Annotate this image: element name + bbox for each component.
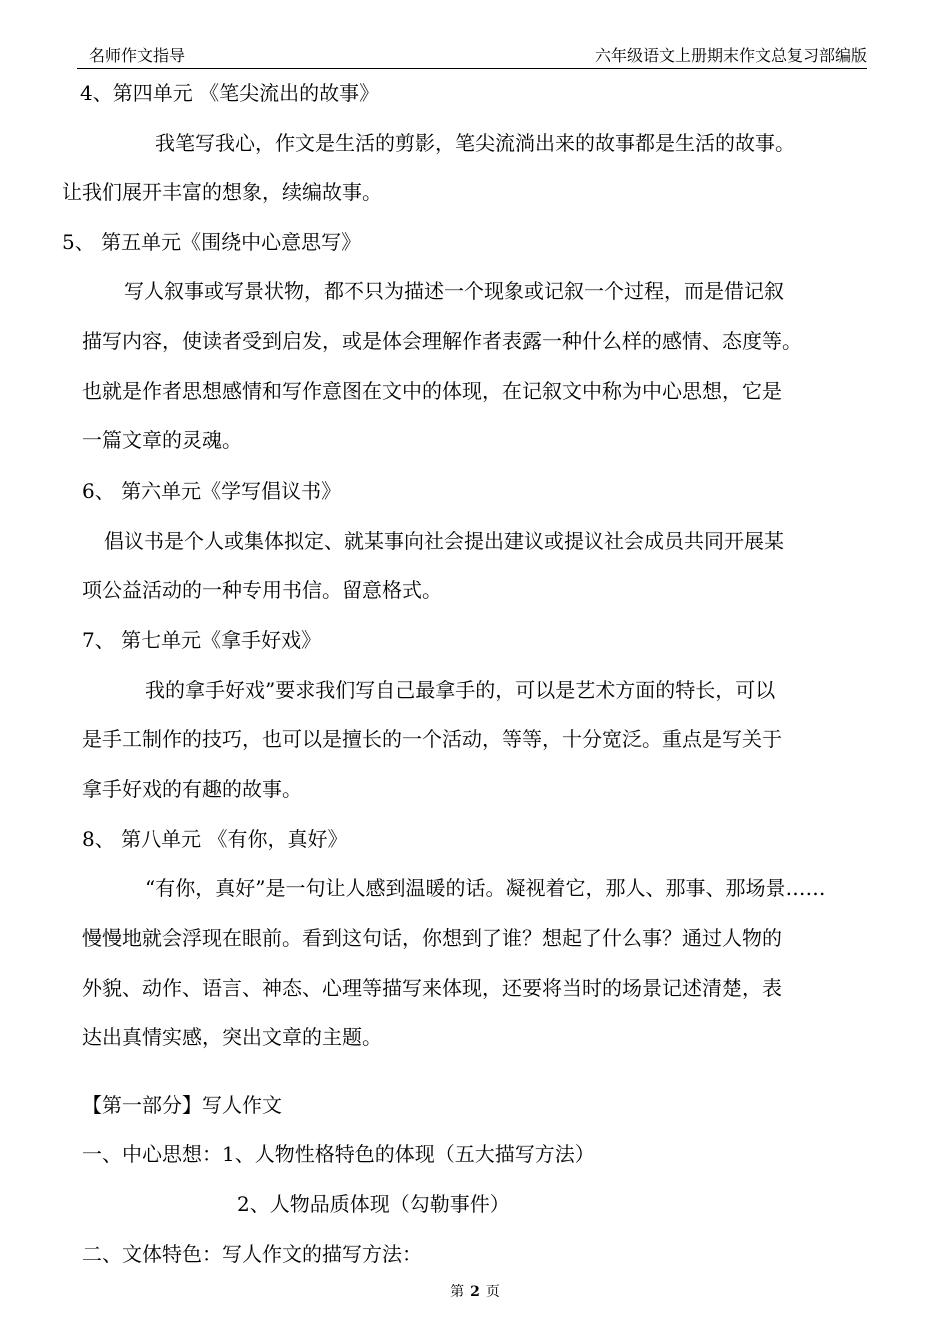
unit8-text-line: “有你，真好”是一句让人感到温暖的话。凝视着它，那人、那事、那场景…… <box>145 876 826 900</box>
unit5-text-line: 也就是作者思想感情和写作意图在文中的体现，在记叙文中称为中心思想，它是 <box>82 379 782 403</box>
unit8-text-line: 外貌、动作、语言、神态、心理等描写来体现，还要将当时的场景记述清楚，表 <box>82 976 782 1000</box>
section-one-heading: 一、中心思想：1、人物性格特色的体现（五大描写方法） <box>82 1142 595 1166</box>
unit4-text-line: 我笔写我心，作文是生活的剪影，笔尖流淌出来的故事都是生活的故事。 <box>155 131 795 155</box>
page-footer <box>0 1282 950 1302</box>
unit4-heading: 4、第四单元 《笔尖流出的故事》 <box>80 81 380 105</box>
unit5-text-line: 一篇文章的灵魂。 <box>82 428 242 452</box>
unit8-text-line: 达出真情实感，突出文章的主题。 <box>82 1025 382 1049</box>
unit5-text-line: 描写内容，使读者受到启发，或是体会理解作者表露一种什么样的感情、态度等。 <box>82 329 802 353</box>
unit6-text-line: 倡议书是个人或集体拟定、就某事向社会提出建议或提议社会成员共同开展某 <box>104 529 784 553</box>
part-one-heading: 【第一部分】写人作文 <box>82 1093 282 1117</box>
unit5-heading: 5、 第五单元《围绕中心意思写》 <box>62 230 362 254</box>
unit4-text-line: 让我们展开丰富的想象，续编故事。 <box>62 180 382 204</box>
unit6-text-line: 项公益活动的一种专用书信。留意格式。 <box>82 578 442 602</box>
unit7-text-line: 是手工制作的技巧，也可以是擅长的一个活动，等等，十分宽泛。重点是写关于 <box>82 727 782 751</box>
unit7-text-line: 拿手好戏的有趣的故事。 <box>82 777 302 801</box>
header-left-title: 名师作文指导 <box>89 46 186 65</box>
header-right-title: 六年级语文上册期末作文总复习部编版 <box>594 46 867 65</box>
section-one-subpoint: 2、人物品质体现（勾勒事件） <box>237 1192 510 1216</box>
section-two-heading: 二、文体特色：写人作文的描写方法： <box>82 1242 422 1266</box>
page-number: 2 <box>470 1284 480 1300</box>
page-header <box>77 44 867 69</box>
unit6-heading: 6、 第六单元《学写倡议书》 <box>82 479 342 503</box>
unit5-text-line: 写人叙事或写景状物，都不只为描述一个现象或记叙一个过程，而是借记叙 <box>124 279 784 303</box>
unit8-heading: 8、 第八单元 《有你，真好》 <box>82 827 348 851</box>
footer-suffix: 页 <box>485 1284 500 1300</box>
unit7-heading: 7、 第七单元《拿手好戏》 <box>82 628 322 652</box>
unit7-text-line: 我的拿手好戏”要求我们写自己最拿手的，可以是艺术方面的特长，可以 <box>145 678 776 702</box>
footer-prefix: 第 <box>450 1284 465 1300</box>
unit8-text-line: 慢慢地就会浮现在眼前。看到这句话，你想到了谁？想起了什么事？通过人物的 <box>82 926 782 950</box>
